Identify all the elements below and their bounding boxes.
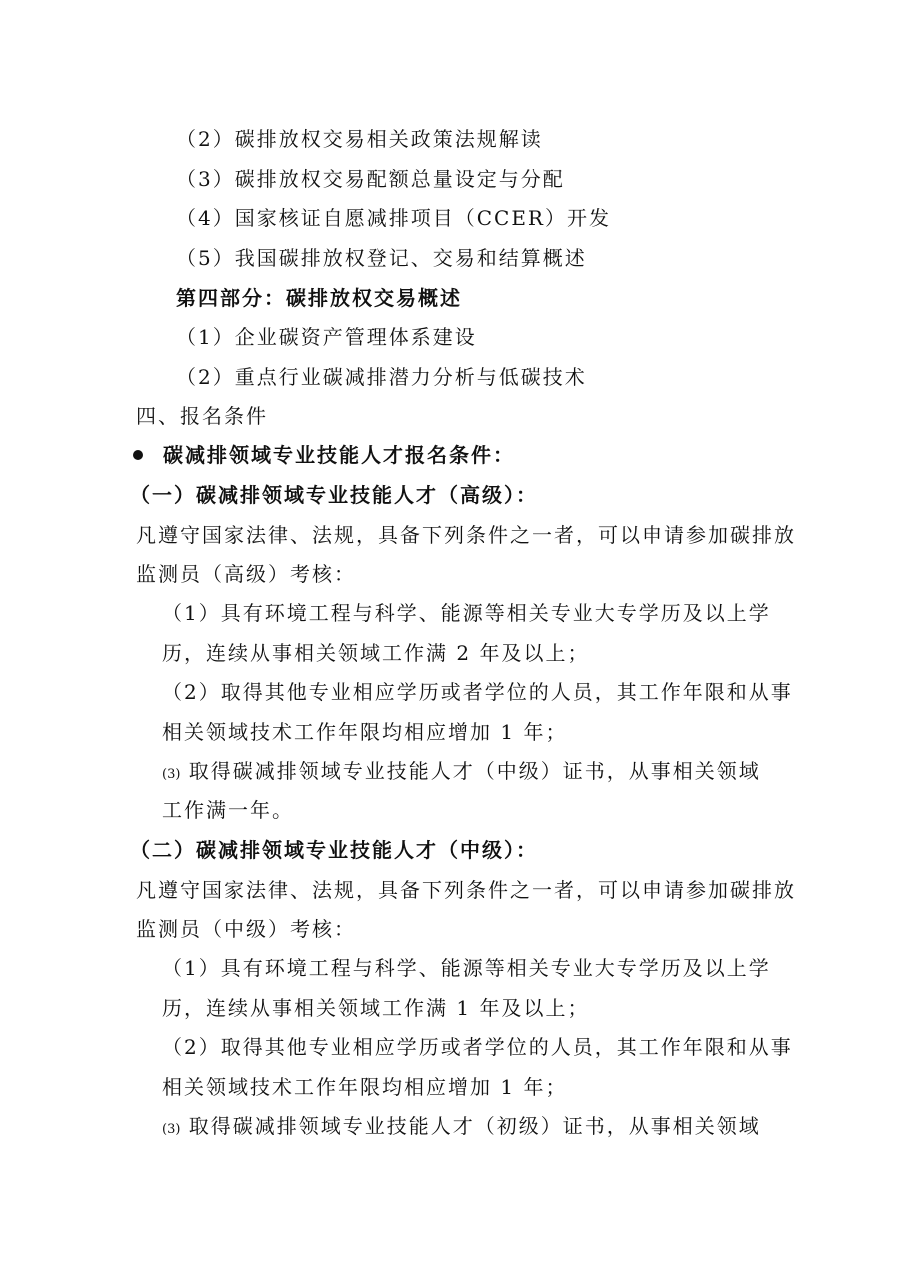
senior-cond-2b: 相关领域技术工作年限均相应增加 1 年；	[162, 720, 568, 744]
part3-item-3: （3）碳排放权交易配额总量设定与分配	[176, 167, 565, 191]
senior-cond-2a: （2）取得其他专业相应学历或者学位的人员，其工作年限和从事	[162, 680, 793, 704]
part4-item-1: （1）企业碳资产管理体系建设	[176, 325, 477, 349]
senior-cond-1b: 历，连续从事相关领域工作满 2 年及以上；	[162, 641, 590, 665]
part3-item-4: （4）国家核证自愿减排项目（CCER）开发	[176, 206, 611, 230]
senior-intro-1: 凡遵守国家法律、法规，具备下列条件之一者，可以申请参加碳排放	[136, 523, 796, 547]
part4-heading: 第四部分：碳排放权交易概述	[176, 286, 462, 310]
middle-cond-1a: （1）具有环境工程与科学、能源等相关专业大专学历及以上学	[162, 956, 771, 980]
middle-cond-1b: 历，连续从事相关领域工作满 1 年及以上；	[162, 996, 590, 1020]
middle-heading: （二）碳减排领域专业技能人才（中级）：	[130, 838, 538, 862]
senior-cond-3b: 工作满一年。	[162, 798, 294, 822]
senior-cond-1a: （1）具有环境工程与科学、能源等相关专业大专学历及以上学	[162, 601, 771, 625]
senior-cond-3-number: (3)	[162, 767, 181, 782]
part3-item-5: （5）我国碳排放权登记、交易和结算概述	[176, 246, 587, 270]
middle-intro-2: 监测员（中级）考核：	[136, 917, 356, 941]
middle-intro-1: 凡遵守国家法律、法规，具备下列条件之一者，可以申请参加碳排放	[136, 878, 796, 902]
bullet-text: 碳减排领域专业技能人才报名条件：	[163, 443, 515, 467]
section4-title: 四、报名条件	[136, 404, 268, 428]
part3-item-2: （2）碳排放权交易相关政策法规解读	[176, 127, 543, 151]
senior-heading: （一）碳减排领域专业技能人才（高级）：	[130, 483, 538, 507]
middle-cond-3-number: (3)	[162, 1122, 181, 1137]
middle-cond-2a: （2）取得其他专业相应学历或者学位的人员，其工作年限和从事	[162, 1035, 793, 1059]
senior-cond-3-text: 取得碳减排领域专业技能人才（中级）证书，从事相关领域	[188, 759, 761, 783]
middle-cond-3a	[162, 1113, 761, 1143]
senior-cond-3a	[162, 758, 761, 788]
middle-cond-2b: 相关领域技术工作年限均相应增加 1 年；	[162, 1075, 568, 1099]
middle-cond-3-text: 取得碳减排领域专业技能人才（初级）证书，从事相关领域	[188, 1114, 761, 1138]
part4-item-2: （2）重点行业碳减排潜力分析与低碳技术	[176, 365, 587, 389]
bullet-dot	[133, 450, 143, 460]
senior-intro-2: 监测员（高级）考核：	[136, 562, 356, 586]
